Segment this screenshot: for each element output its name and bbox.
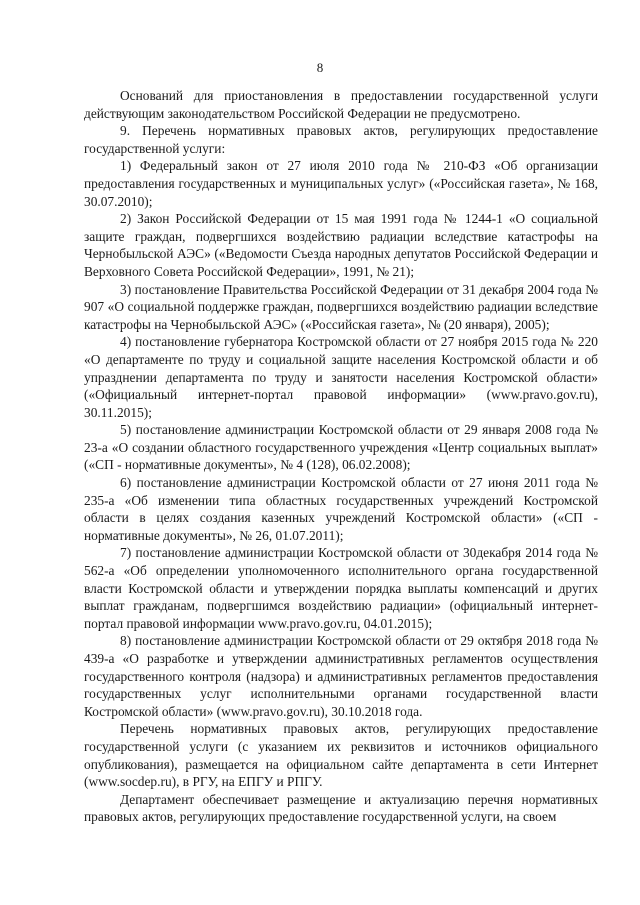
paragraph-publication: Перечень нормативных правовых актов, регулирующих предоставление государственной услуги (с указанием их реквизитов и источников официального опубликования), размещается на официальном сайте департамента в сети Интернет (www.socdep.ru), в РГУ, на ЕПГУ и РПГУ. <box>84 721 598 790</box>
paragraph-grounds: Оснований для приостановления в предоставлении государственной услуги действующим законодательством Российской Федерации не предусмотрено. <box>84 88 598 121</box>
paragraph-department: Департамент обеспечивает размещение и актуализацию перечня нормативных правовых актов, регулирующих предоставление государственной услуги, на своем <box>84 791 598 825</box>
list-item-8: 8) постановление администрации Костромской области от 29 октября 2018 года № 439-а «О разработке и утверждении административных регламентов осуществления государственного контроля (надзора) и административных регламентов предоставления государственных услуг исполнительными органами государственной власти Костромской области» (www.pravo.gov.ru), 30.10.2018 года. <box>84 633 598 719</box>
list-item-1: 1) Федеральный закон от 27 июля 2010 года № 210-ФЗ «Об организации предоставления государственных и муниципальных услуг» («Российская газета», № 168, 30.07.2010); <box>84 158 598 209</box>
list-item-6: 6) постановление администрации Костромской области от 27 июня 2011 года № 235-а «Об изменении типа областных государственных учреждений Костромской области в целях создания казенных учреждений Костромской области» («СП - нормативные документы», № 26, 01.07.2011); <box>84 475 598 543</box>
list-item-5: 5) постановление администрации Костромской области от 29 января 2008 года № 23-а «О создании областного государственного учреждения «Центр социальных выплат» («СП - нормативные документы», № 4 (128), 06.02.2008); <box>84 422 598 473</box>
document-body <box>84 87 598 826</box>
list-item-2: 2) Закон Российской Федерации от 15 мая 1991 года № 1244-1 «О социальной защите граждан, подвергшихся воздействию радиации вследствие катастрофы на Чернобыльской АЭС» («Ведомости Съезда народных депутатов Российской Федерации и Верховного Совета Российской Федерации», 1991, № 21); <box>84 211 598 279</box>
page-number: 8 <box>316 60 324 75</box>
list-item-7: 7) постановление администрации Костромской области от 30декабря 2014 года № 562-а «Об определении уполномоченного исполнительного органа государственной власти Костромской области и утверждении порядка выплаты компенсаций и других выплат гражданам, подвергшимся воздействию радиации» (официальный интернет-портал правовой информации www.pravo.gov.ru, 04.01.2015); <box>84 545 598 631</box>
list-item-3: 3) постановление Правительства Российской Федерации от 31 декабря 2004 года № 907 «О социальной поддержке граждан, подвергшихся воздействию радиации вследствие катастрофы на Чернобыльской АЭС» («Российская газета», № (20 января), 2005); <box>84 281 598 332</box>
list-item-4: 4) постановление губернатора Костромской области от 27 ноября 2015 года № 220 «О департаменте по труду и социальной защите населения Костромской области и об упразднении департамента по труду и занятости населения Костромской области» («Официальный интернет-портал правовой информации» (www.pravo.gov.ru), 30.11.2015); <box>84 334 598 420</box>
paragraph-list-intro: 9. Перечень нормативных правовых актов, регулирующих предоставление государственной услуги: <box>84 123 598 156</box>
